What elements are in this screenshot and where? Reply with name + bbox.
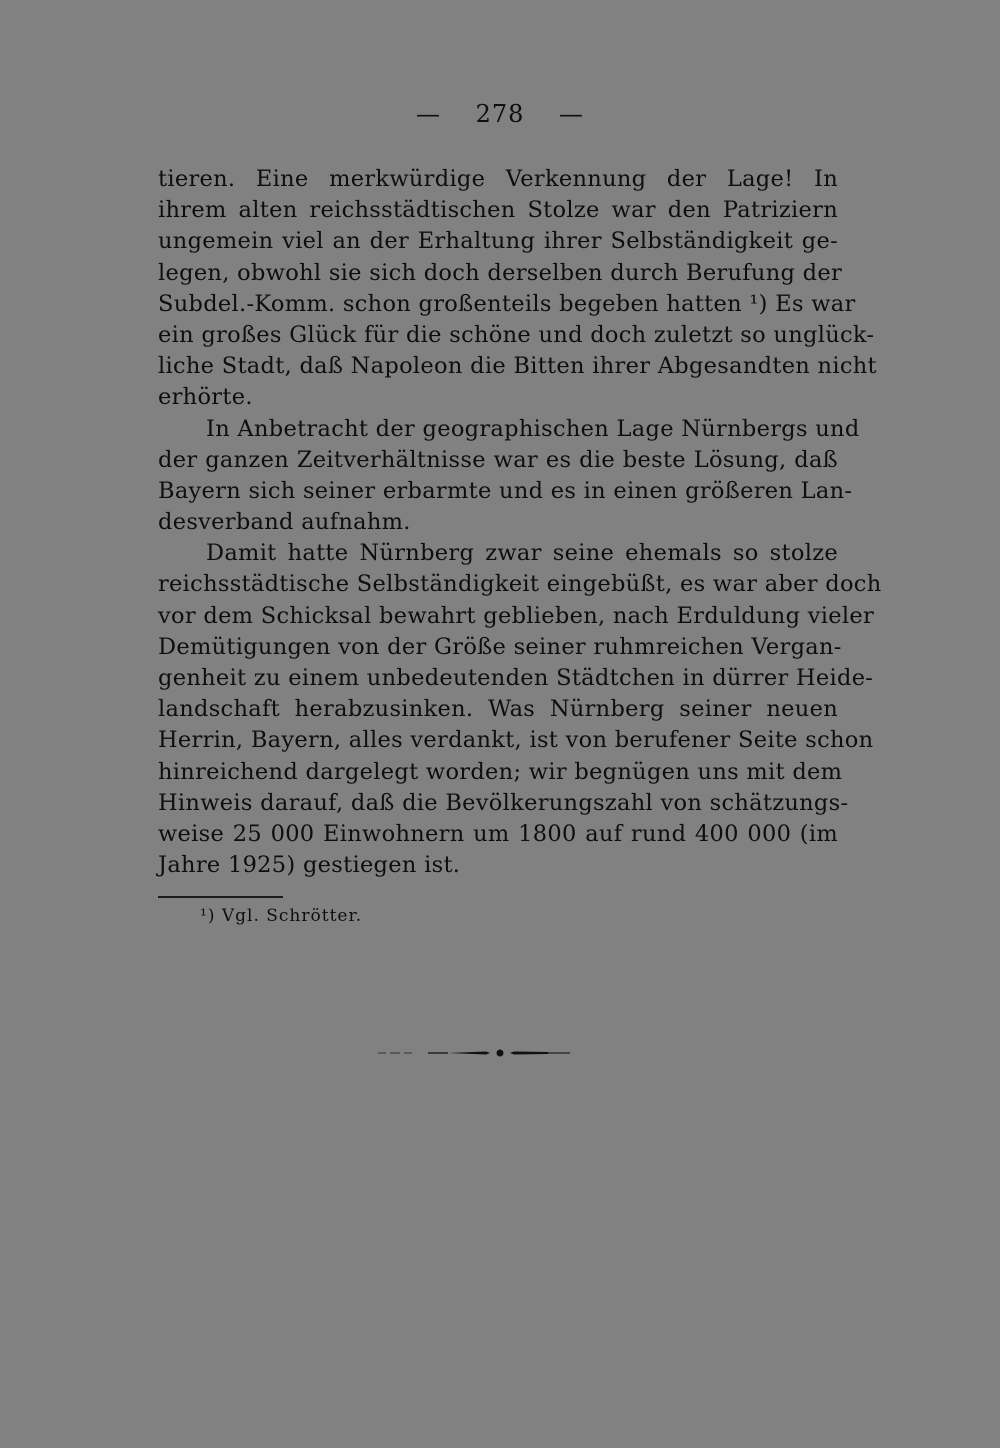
text-line: Jahre 1925) gestiegen ist.	[158, 852, 461, 879]
text-line: Herrin, Bayern, alles verdankt, ist von berufener Seite schon	[158, 727, 874, 754]
text-line: reichsstädtische Selbständigkeit eingebüßt, es war aber doch	[158, 571, 882, 598]
footnote	[200, 906, 362, 926]
text-line: Damit hatte Nürnberg zwar seine ehemals so stolze	[206, 540, 838, 567]
text-line: vor dem Schicksal bewahrt geblieben, nach Erduldung vieler	[158, 602, 875, 629]
text-line: erhörte.	[158, 384, 253, 411]
text-line: landschaft herabzusinken. Was Nürnberg seiner neuen	[158, 696, 838, 723]
text-line: liche Stadt, daß Napoleon die Bitten ihrer Abgesandten nicht	[158, 353, 877, 380]
footnote-marker: ¹)	[200, 906, 216, 926]
text-line: weise 25 000 Einwohnern um 1800 auf rund 400 000 (im	[158, 820, 838, 847]
footnote-text: Vgl. Schrötter.	[221, 906, 363, 926]
text-line: ungemein viel an der Erhaltung ihrer Selbständigkeit ge-	[158, 228, 838, 255]
text-line: hinreichend dargelegt worden; wir begnügen uns mit dem	[158, 758, 843, 785]
text-line: legen, obwohl sie sich doch derselben durch Berufung der	[158, 259, 843, 286]
text-line: ihrem alten reichsstädtischen Stolze war den Patriziern	[158, 197, 838, 224]
page-header	[0, 100, 1000, 128]
text-line: der ganzen Zeitverhältnisse war es die beste Lösung, daß	[158, 446, 838, 473]
text-line: Demütigungen von der Größe seiner ruhmreichen Vergan-	[158, 633, 842, 660]
text-line: Subdel.-Komm. schon großenteils begeben hatten ¹) Es war	[158, 290, 856, 317]
end-ornament	[378, 1046, 573, 1060]
header-dash-left: —	[415, 100, 441, 128]
text-line: genheit zu einem unbedeutenden Städtchen in dürrer Heide-	[158, 665, 874, 691]
text-line: tieren. Eine merkwürdige Verkennung der Lage! In	[158, 166, 838, 192]
body-text	[158, 164, 882, 881]
text-line: desverband aufnahm.	[158, 509, 411, 536]
text-line: Bayern sich seiner erbarmte und es in einen größeren Lan-	[158, 477, 853, 504]
header-dash-right: —	[559, 100, 585, 128]
page-number: 278	[475, 100, 525, 128]
text-line: Hinweis darauf, daß die Bevölkerungszahl von schätzungs-	[158, 789, 849, 816]
footnote-divider	[158, 896, 283, 898]
text-line: In Anbetracht der geographischen Lage Nürnbergs und	[206, 415, 860, 442]
text-line: ein großes Glück für die schöne und doch zuletzt so unglück-	[158, 321, 875, 348]
